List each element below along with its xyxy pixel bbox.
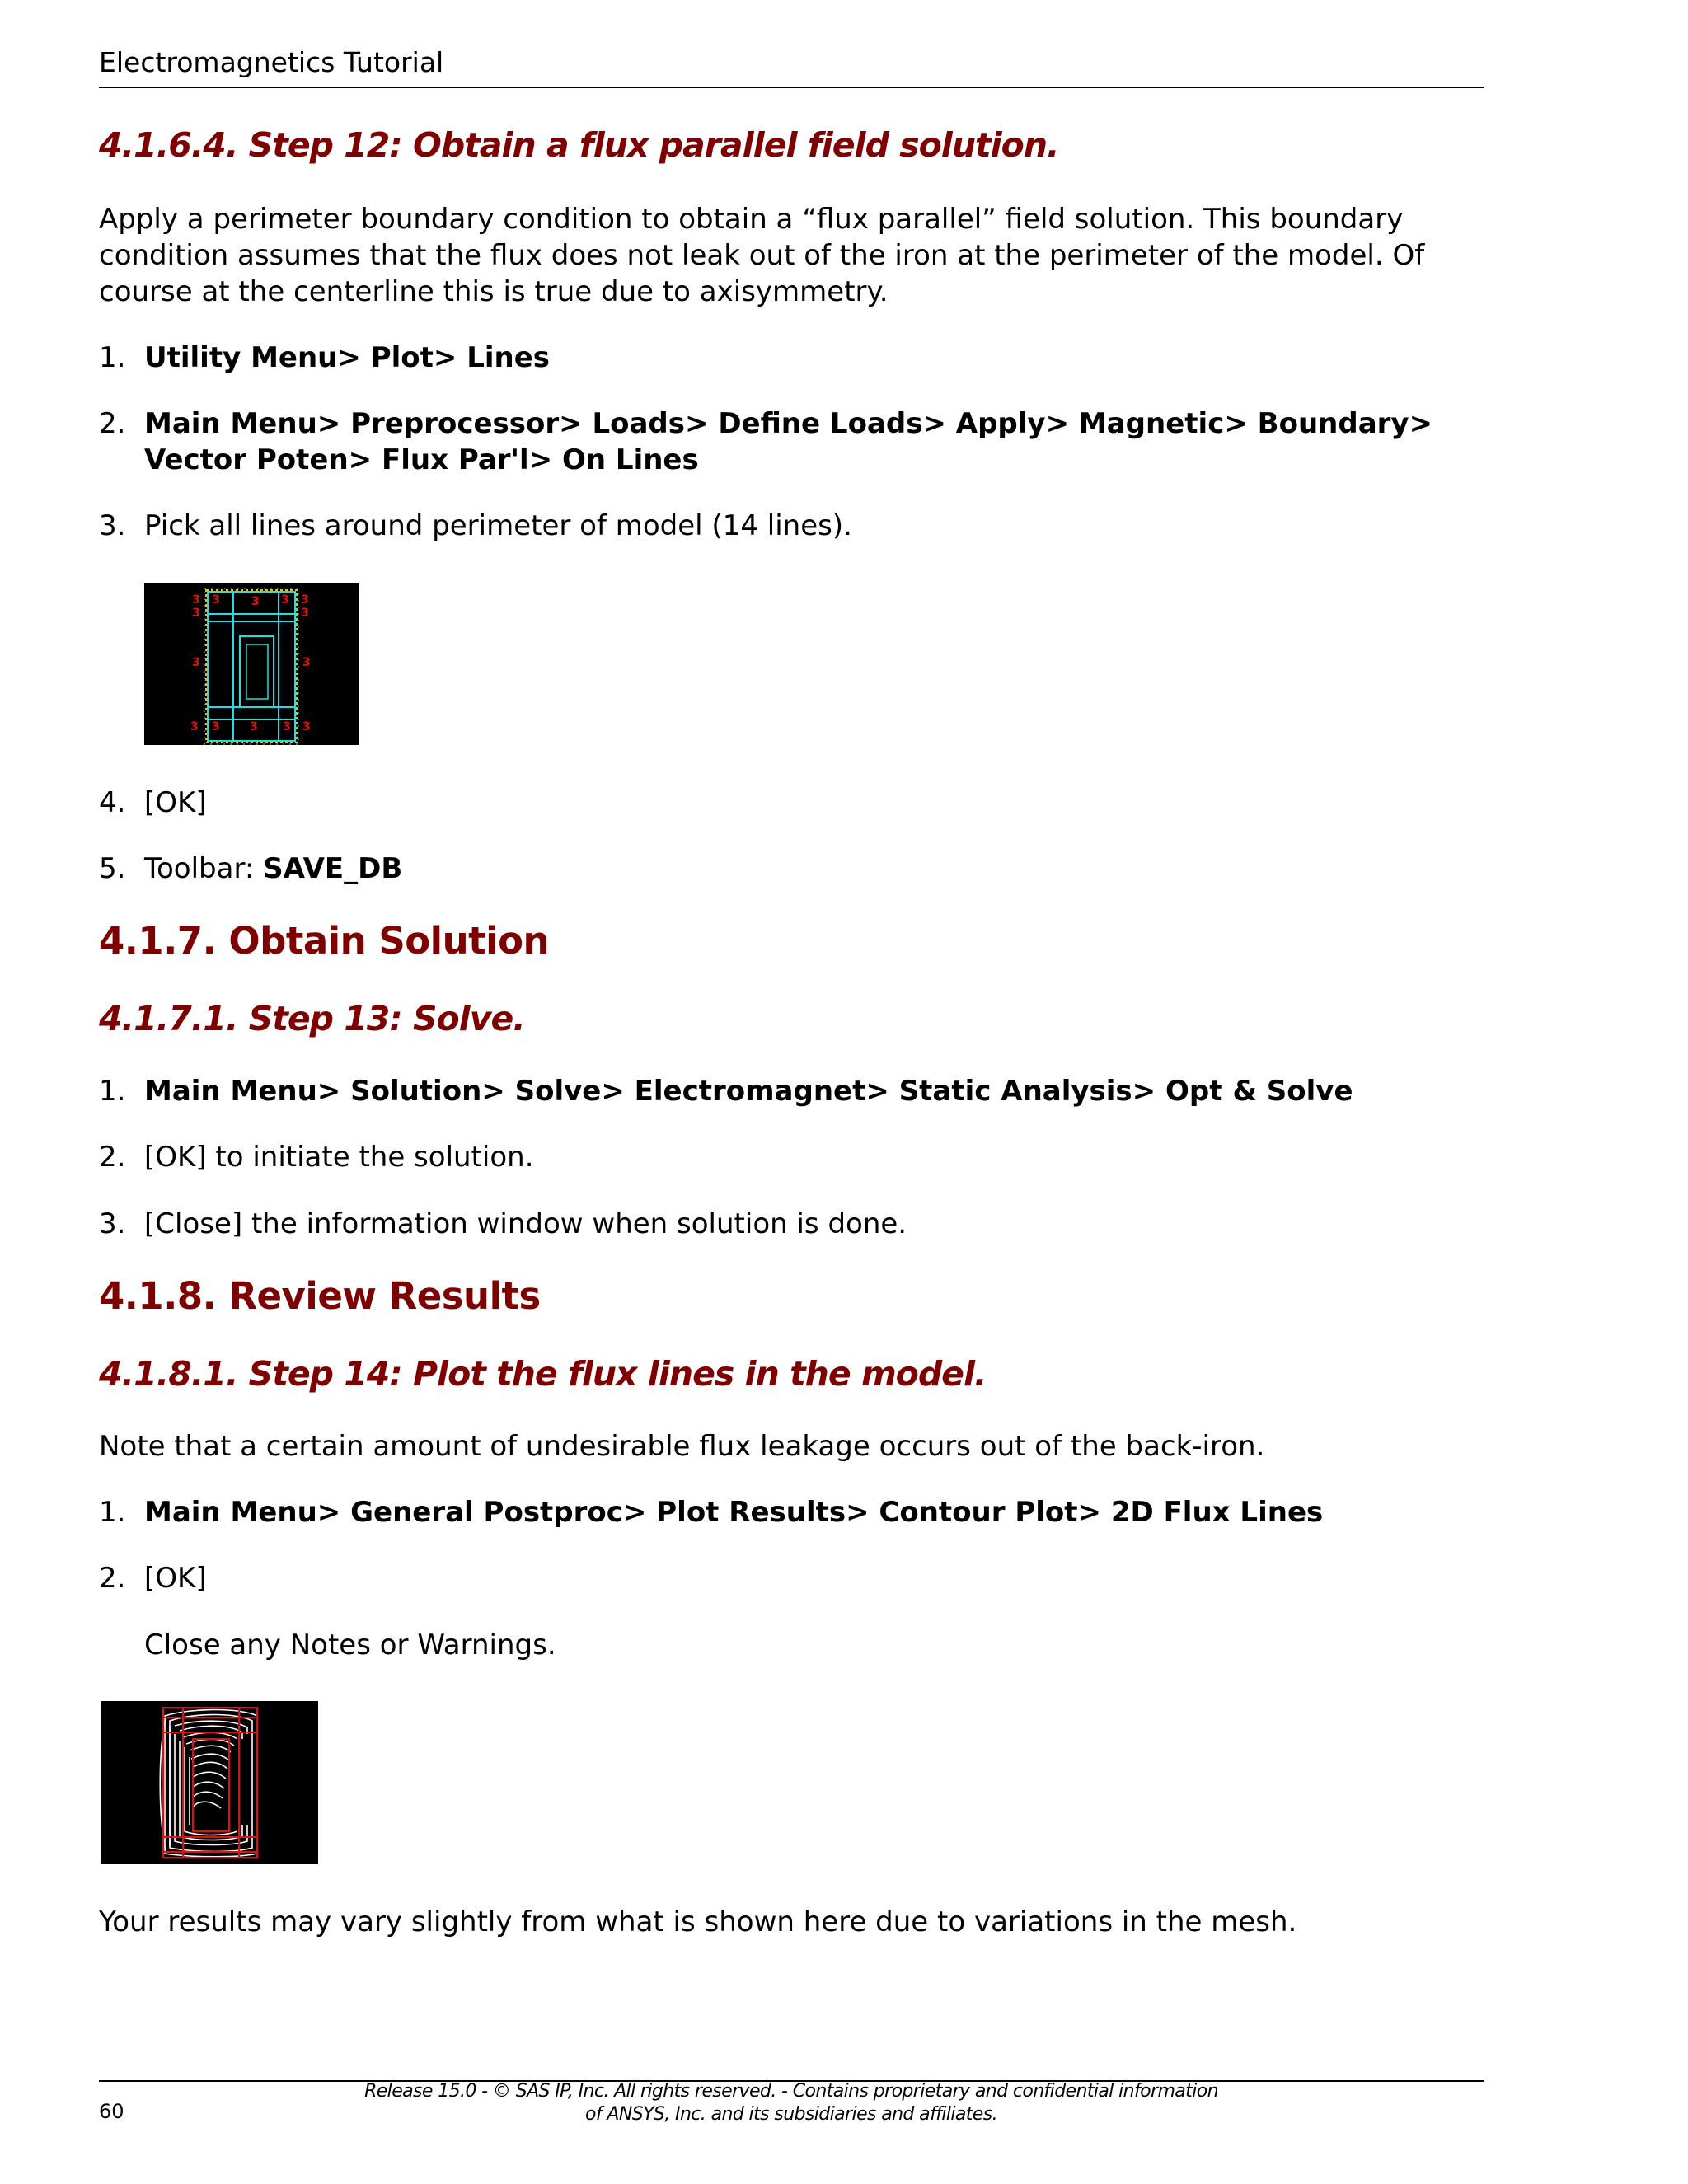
menu-path: Main Menu> Solution> Solve> Electromagnet> Static Analysis> Opt & Solve <box>144 1075 1353 1108</box>
step13-item-3 <box>99 1206 1492 1242</box>
line-label: 3 <box>212 593 220 607</box>
line-label: 3 <box>251 595 260 608</box>
menu-path: Utility Menu> Plot> Lines <box>144 341 551 374</box>
step13-item-2 <box>99 1139 1492 1175</box>
running-header: Electromagnetics Tutorial <box>99 46 444 78</box>
line-label: 3 <box>301 593 309 607</box>
step13-heading: 4.1.7.1. Step 13: Solve. <box>99 999 525 1038</box>
perimeter-lines-graphic <box>144 583 359 745</box>
step-number: 5. <box>99 852 126 885</box>
line-label: 3 <box>301 607 309 620</box>
line-label: 3 <box>192 607 200 620</box>
toolbar-prefix: Toolbar: <box>144 852 264 885</box>
legal-line-2: of ANSYS, Inc. and its subsidiaries and affiliates. <box>585 2104 997 2125</box>
line-label: 3 <box>190 720 199 733</box>
step14-intro: Note that a certain amount of undesirable flux leakage occurs out of the back-iron. <box>99 1430 1265 1463</box>
flux-lines-figure <box>101 1701 318 1864</box>
step-number: 2. <box>99 407 126 440</box>
step12-item-4 <box>99 785 1492 821</box>
step-text <box>144 851 1492 887</box>
step-number: 4. <box>99 786 126 819</box>
step14-heading: 4.1.8.1. Step 14: Plot the flux lines in the model. <box>99 1354 987 1394</box>
step12-heading: 4.1.6.4. Step 12: Obtain a flux parallel field solution. <box>99 125 1059 165</box>
footer-legal-notice <box>346 2080 1236 2126</box>
menu-path: Main Menu> General Postproc> Plot Results> Contour Plot> 2D Flux Lines <box>144 1496 1324 1529</box>
coil-outline <box>193 1739 229 1831</box>
step-number: 1. <box>99 1075 126 1108</box>
header-rule <box>99 87 1484 88</box>
step14-item-2 <box>99 1560 1492 1596</box>
line-label: 3 <box>302 720 311 733</box>
legal-line-1: Release 15.0 - © SAS IP, Inc. All rights reserved. - Contains proprietary and confidential information <box>364 2081 1218 2102</box>
step14-outro: Your results may vary slightly from what is shown here due to variations in the mesh. <box>99 1905 1297 1938</box>
coil-inner-outline <box>246 644 268 699</box>
step-number: 1. <box>99 1496 126 1529</box>
step-text: [Close] the information window when solution is done. <box>144 1207 907 1240</box>
step13-item-1 <box>99 1073 1492 1109</box>
line-label: 3 <box>281 593 289 607</box>
step-text: [OK] to initiate the solution. <box>144 1141 534 1174</box>
coil-outline <box>240 636 274 707</box>
line-label: 3 <box>192 593 200 607</box>
step-text: [OK] <box>144 1562 207 1595</box>
step12-item-3 <box>99 508 1492 544</box>
obtain-solution-heading: 4.1.7. Obtain Solution <box>99 919 550 963</box>
line-label: 3 <box>283 720 291 733</box>
step12-item-1 <box>99 340 1492 376</box>
step-number: 1. <box>99 341 126 374</box>
line-label: 3 <box>212 720 220 733</box>
step12-item-2 <box>99 405 1492 478</box>
step-number: 3. <box>99 509 126 542</box>
step-number: 2. <box>99 1562 126 1595</box>
line-label: 3 <box>302 656 311 669</box>
page-number: 60 <box>99 2100 124 2123</box>
step14-item-1 <box>99 1494 1492 1530</box>
step14-note: Close any Notes or Warnings. <box>144 1629 556 1661</box>
step-number: 2. <box>99 1141 126 1174</box>
step-text: Pick all lines around perimeter of model (14 lines). <box>144 509 852 542</box>
step-number: 3. <box>99 1207 126 1240</box>
step-text: [OK] <box>144 786 207 819</box>
flux-lines-graphic <box>101 1701 318 1864</box>
line-label: 3 <box>250 720 258 733</box>
menu-path: Main Menu> Preprocessor> Loads> Define Loads> Apply> Magnetic> Boundary> Vector Poten> Flux Par'l> On Lines <box>144 407 1433 476</box>
step12-item-5 <box>99 851 1492 887</box>
line-label: 3 <box>192 656 200 669</box>
review-results-heading: 4.1.8. Review Results <box>99 1274 541 1318</box>
toolbar-command: SAVE_DB <box>263 852 403 885</box>
perimeter-lines-figure <box>144 583 359 745</box>
step12-intro: Apply a perimeter boundary condition to obtain a “flux parallel” field solution. This boundary condition assumes that the flux does not leak out of the iron at the perimeter of the model. Of course at the centerline this is true due to axisymmetry. <box>99 203 1425 308</box>
